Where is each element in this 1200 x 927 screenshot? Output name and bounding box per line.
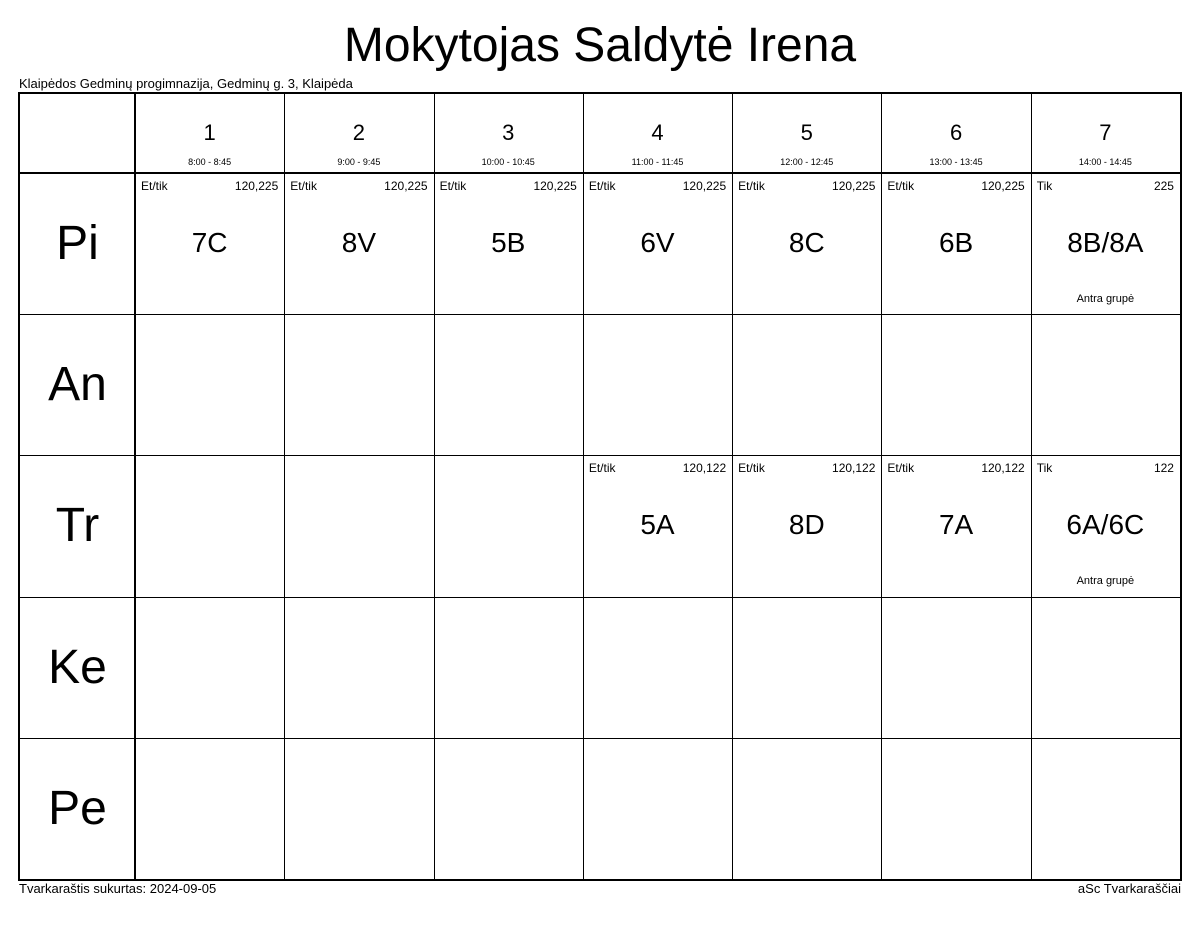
lesson-class: 5B [491,227,526,258]
lesson-class: 7C [191,227,228,258]
lesson-room: 120,225 [234,179,279,193]
period-header [135,94,284,173]
lesson-room: 120,225 [981,179,1025,193]
period-header [434,94,583,173]
lesson-cell [1031,455,1180,596]
lesson-class: 5A [640,509,675,541]
period-time: 14:00 - 14:45 [1078,157,1132,167]
lesson-cell [434,173,583,314]
lesson-room: 122 [1153,461,1174,476]
day-label-cell [20,455,135,596]
grid-line-vertical [1031,94,1032,879]
grid-line-vertical [732,94,733,879]
period-header [881,94,1030,173]
lesson-cell [583,455,732,596]
lesson-subject: Et/tik [141,179,168,193]
lesson-subject: Et/tik [887,461,915,476]
period-number: 3 [502,120,515,145]
lesson-subject: Et/tik [738,461,765,476]
lesson-cell [732,173,881,314]
school-address: Klaipėdos Gedminų progimnazija, Gedminų g. 3, Klaipėda [19,76,353,91]
lesson-subject: Et/tik [439,179,467,193]
lesson-class: 8C [788,227,825,258]
lesson-class: 7A [938,509,974,541]
period-number: 6 [949,120,963,145]
day-label: Tr [55,499,100,553]
lesson-class: 8D [788,509,825,541]
lesson-cell [732,455,881,596]
lesson-room: 120,122 [981,461,1025,476]
grid-line-horizontal [20,738,1180,739]
grid-line-horizontal [20,314,1180,315]
period-number: 1 [203,120,216,145]
grid-line-horizontal [20,455,1180,456]
lesson-class: 8V [341,227,377,258]
period-header [1031,94,1180,173]
period-number: 2 [352,120,366,145]
lesson-cell [881,173,1030,314]
period-header [732,94,881,173]
timetable-grid [18,92,1182,881]
lesson-class: 8B/8A [1067,227,1144,258]
lesson-class: 6V [640,227,675,258]
lesson-room: 120,225 [533,179,577,193]
lesson-subject: Et/tik [738,179,765,193]
period-number: 7 [1099,120,1112,145]
lesson-subject: Et/tik [887,179,915,193]
day-label: Pi [56,217,99,271]
lesson-cell [1031,173,1180,314]
day-label-cell [20,314,135,455]
lesson-room: 120,122 [682,461,727,476]
lesson-class: 6B [938,227,974,258]
created-date: Tvarkaraštis sukurtas: 2024-09-05 [19,881,217,896]
lesson-subject: Tik [1036,461,1053,476]
lesson-cell [583,173,732,314]
grid-line-vertical [583,94,584,879]
lesson-cell [135,173,284,314]
grid-line-horizontal [20,172,1180,174]
period-number: 5 [800,120,813,145]
day-label: An [48,358,107,412]
grid-line-vertical [881,94,882,879]
page-title: Mokytojas Saldytė Irena [343,19,857,72]
lesson-class: 6A/6C [1066,509,1145,541]
day-label-cell [20,597,135,738]
period-time: 13:00 - 13:45 [929,157,983,167]
lesson-subject: Tik [1036,179,1053,193]
lesson-cell [881,455,1030,596]
period-number: 4 [651,120,664,145]
lesson-room: 120,225 [384,179,428,193]
grid-line-vertical [284,94,285,879]
period-time: 9:00 - 9:45 [337,157,381,167]
lesson-note: Antra grupė [1076,293,1135,305]
lesson-room: 120,122 [832,461,876,476]
period-time: 12:00 - 12:45 [780,157,834,167]
period-time: 10:00 - 10:45 [481,157,535,167]
lesson-room: 225 [1153,179,1174,193]
grid-line-horizontal [20,597,1180,598]
grid-line-vertical [134,94,136,879]
lesson-subject: Et/tik [588,461,616,476]
period-time: 8:00 - 8:45 [188,157,232,167]
lesson-room: 120,225 [682,179,727,193]
grid-line-vertical [434,94,435,879]
lesson-cell [284,173,433,314]
lesson-note: Antra grupė [1076,575,1135,588]
lesson-subject: Et/tik [588,179,616,193]
period-header [284,94,433,173]
period-time: 11:00 - 11:45 [631,157,684,167]
day-label-cell [20,173,135,314]
software-name: aSc Tvarkaraščiai [1077,881,1181,896]
lesson-subject: Et/tik [290,179,317,193]
lesson-room: 120,225 [832,179,876,193]
day-label: Ke [48,640,107,694]
day-label: Pe [48,781,107,835]
period-header [583,94,732,173]
day-label-cell [20,738,135,879]
corner-cell [20,94,135,173]
